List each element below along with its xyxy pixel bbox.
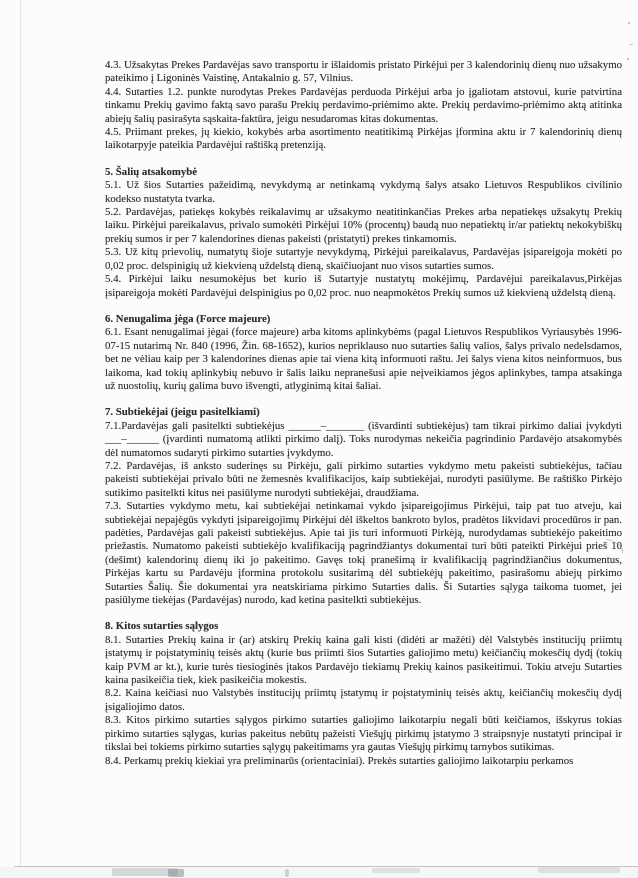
scan-smudge	[285, 869, 289, 877]
clause-7-3: 7.3. Sutarties vykdymo metu, kai subtiekėjai netinkamai vykdo įsipareigojimus Pirkėjui, taip pat tuo atveju, kai subtiekėjai nepajėgūs vykdyti įsipareigojimų Pirkėjui dėl iškeltos bankroto bylos, pradėtos likvidavi procedūros ir pan. padėties, Pardavėjas gali pakeisti subtiekėjus. Apie tai jis turi informuoti Pirkėją, nurodydamas subtiekėjo pakeitimo priežastis. Numatomo pakeisti subtiekėjo kvalifikaciją pagrindžiantys dokumentai turi būti pateikti Pirkėjui prieš 10 (dešimt) kalendorinų dienų iki jo pakeitimo. Gavęs tokį pranešimą ir kvalifikaciją pagrindžiančius dokumentus, Pirkėjas kartu su Pardavėju įformina protokolu susitarimą dėl subtiekėjų pakeitimo, pasirašomu abiejų pirkimo Sutarties Šalių. Šie dokumentai yra neatskiriama pirkimo Sutarties dalis. Ši Sutarties sąlyga taikoma tuomet, jei pasiūlyme tiekėjas (Pardavėjas) nurodo, kad ketina pasitelkti subtiekėjus.	[105, 500, 622, 607]
scan-speck	[628, 22, 630, 24]
scan-speck	[627, 58, 629, 60]
clause-4-5: 4.5. Priimant prekes, jų kiekio, kokybės arba asortimento neatitikimą Pirkėjas įformina aktu ir 7 kalendorinių dienų laikotarpyje pateikia Pardavėjui raštišką pretenziją.	[105, 126, 622, 152]
clause-6-1: 6.1. Esant nenugalimai jėgai (force majeure) arba kitoms aplinkybėms (pagal Lietuvos Respublikos Vyriausybės 1996-07-15 nutarimą Nr. 840 (1996, Žin. 68-1652), kurios nepriklauso nuo sutarties šalių valios, šalys privalo nedelsdamos, bet ne vėliau kaip per 3 kalendorines dienas apie tai viena kitą informuoti raštu. Jei šalys viena kitos neinformuos, bus laikoma, kad tokių aplinkybių nebuvo ir šalis laiku nepranešusi apie neįveikiamos jėgos aplinkybes, tampa atsakinga už nuostolių, kurių galima buvo išvengti, atlyginimą kitai šaliai.	[105, 326, 622, 392]
clause-8-2: 8.2. Kaina keičiasi nuo Valstybės institucijų priimtų įstatymų ir poįstatyminių teisės aktų, keičiančių mokesčių dydį įsigaliojimo datos.	[105, 687, 622, 713]
scan-smudge	[538, 867, 620, 873]
clause-5-4: 5.4. Pirkėjui laiku nesumokėjus bet kurio iš Sutartyje nustatytų mokėjimų, Pardavėjui pareikalavus,Pirkėjas įsipareigoja mokėti Pardavėjui delspinigius po 0,02 proc. nuo neapmokėtos Prekių sumos už kiekvieną uždelstą dieną.	[105, 273, 622, 299]
scan-smudge	[168, 869, 184, 877]
clause-5-1: 5.1. Už šios Sutarties pažeidimą, nevykdymą ar netinkamą vykdymą šalys atsako Lietuvos Respublikos civilinio kodekso nustatyta tvarka.	[105, 179, 622, 205]
section-8-heading: 8. Kitos sutarties sąlygos	[105, 620, 219, 633]
section-8-other-terms	[105, 620, 622, 767]
section-6-force-majeure	[105, 313, 622, 393]
clause-8-3: 8.3. Kitos pirkimo sutarties sąlygos pirkimo sutarties galiojimo laikotarpiu negali būti keičiamos, išskyrus tokias pirkimo sutarties sąlygas, kurias pakeitus nebūtų pažeisti Viešųjų pirkimų įstatymo 3 straipsnyje nustatyti principai ir tikslai bei tokiems pirkimo sutarties sąlygų pakeitimams yra gautas Viešųjų pirkimų tarnybos sutikimas.	[105, 714, 622, 754]
clause-4-3: 4.3. Užsakytas Prekes Pardavėjas savo transportu ir išlaidomis pristato Pirkėjui per 3 kalendorinių dienų nuo užsakymo pateikimo į Ligoninės Vaistinę, Antakalnio g. 57, Vilnius.	[105, 59, 622, 85]
clause-7-1: 7.1.Pardavėjas gali pasitelkti subtiekėjus ______–_______ (išvardinti subtiekėjus) tam tikrai pirkimo daliai įvykdyti ___–______ (įvardinti numatomą atlikti pirkimo dalį). Toks nurodymas nekeičia pagrindinio Pardavėjo atsakomybės dėl numatomos sudaryti pirkimo sutarties įvykdymo.	[105, 419, 622, 459]
section-6-heading: 6. Nenugalima jėga (Force majeure)	[105, 312, 271, 325]
section-5-heading: 5. Šalių atsakomybė	[105, 165, 198, 178]
clause-7-2: 7.2. Pardavėjas, iš anksto suderinęs su Pirkėju, gali pirkimo sutarties vykdymo metu pakeisti subtiekėjus, tačiau pakeisti subtiekėjai privalo būti ne žemesnės kvalifikacijos, kaip subtiekėjai, nurodyti pasiūlyme. Be raštiško Pirkėjo sutikimo pasitelkti kitus nei pasiūlyme nurodyti subtiekėjai, draudžiama.	[105, 459, 622, 499]
section-4-delivery-clauses	[105, 59, 622, 153]
clause-8-4: 8.4. Perkamų prekių kiekiai yra preliminarūs (orientaciniai). Prekės sutarties galiojimo laikotarpiu perkamos	[105, 754, 574, 767]
clause-4-4: 4.4. Sutarties 1.2. punkte nurodytas Prekes Pardavėjas perduoda Pirkėjui arba jo įgaliotam atstovui, kurie patvirtina tinkamu Prekių gavimo faktą savo parašu Prekių perdavimo-priėmimo akte. Prekių perdavimo-priėmimo aktą atitinka abiejų šalių pasirašyta sąskaita-faktūra, jeigu nesudaromas kitas dokumentas.	[105, 85, 622, 125]
section-7-subcontractors	[105, 406, 622, 607]
clause-5-2: 5.2. Pardavėjas, patiekęs kokybės reikalavimų ar užsakymo neatitinkančias Prekes arba nepatiekęs užsakytų Prekių laiku. Pirkėjui pareikalavus, privalo sumokėti Pirkėjui 10% (procentų) baudą nuo nepatiektų ir/ar patiektų nekokybiškų prekių sumos ir per 7 kalendorines dienas pakeisti (pristatyti) prekes tinkamomis.	[105, 206, 622, 245]
section-5-liability	[105, 166, 622, 300]
clause-8-1: 8.1. Sutarties Prekių kaina ir (ar) atskirų Prekių kaina gali kisti (didėti ar mažėti) dėl Valstybės institucijų priimtų įstatymų ir poįstatyminių teisės aktų (kurie bus priimti šios Sutarties galiojimo metu) keičiančių mokesčių dydį (tokių kaip PVM ar kt.), kurie turės tiesioginės įtakos Pardavėjo tiekiamų Prekių kainos pasikeitimui. Tokiu atveju Sutarties kaina pasikeičia tiek, kiek pasikeičia mokestis.	[105, 633, 622, 687]
contract-text-body	[105, 59, 622, 768]
scan-smudge	[372, 868, 420, 873]
clause-5-3: 5.3. Už kitų prievolių, numatytų šioje sutartyje nevykdymą, Pirkėjui pareikalavus, Pardavėjas įsipareigoja mokėti po 0,02 proc. delspinigių už kiekvieną uždelstą dieną, skaičiuojant nuo visos sutarties sumos.	[105, 246, 622, 272]
scan-speck	[630, 44, 633, 45]
section-7-heading: 7. Subtiekėjai (jeigu pasitelkiami)	[105, 406, 260, 419]
scan-edge-left-line	[20, 0, 21, 878]
